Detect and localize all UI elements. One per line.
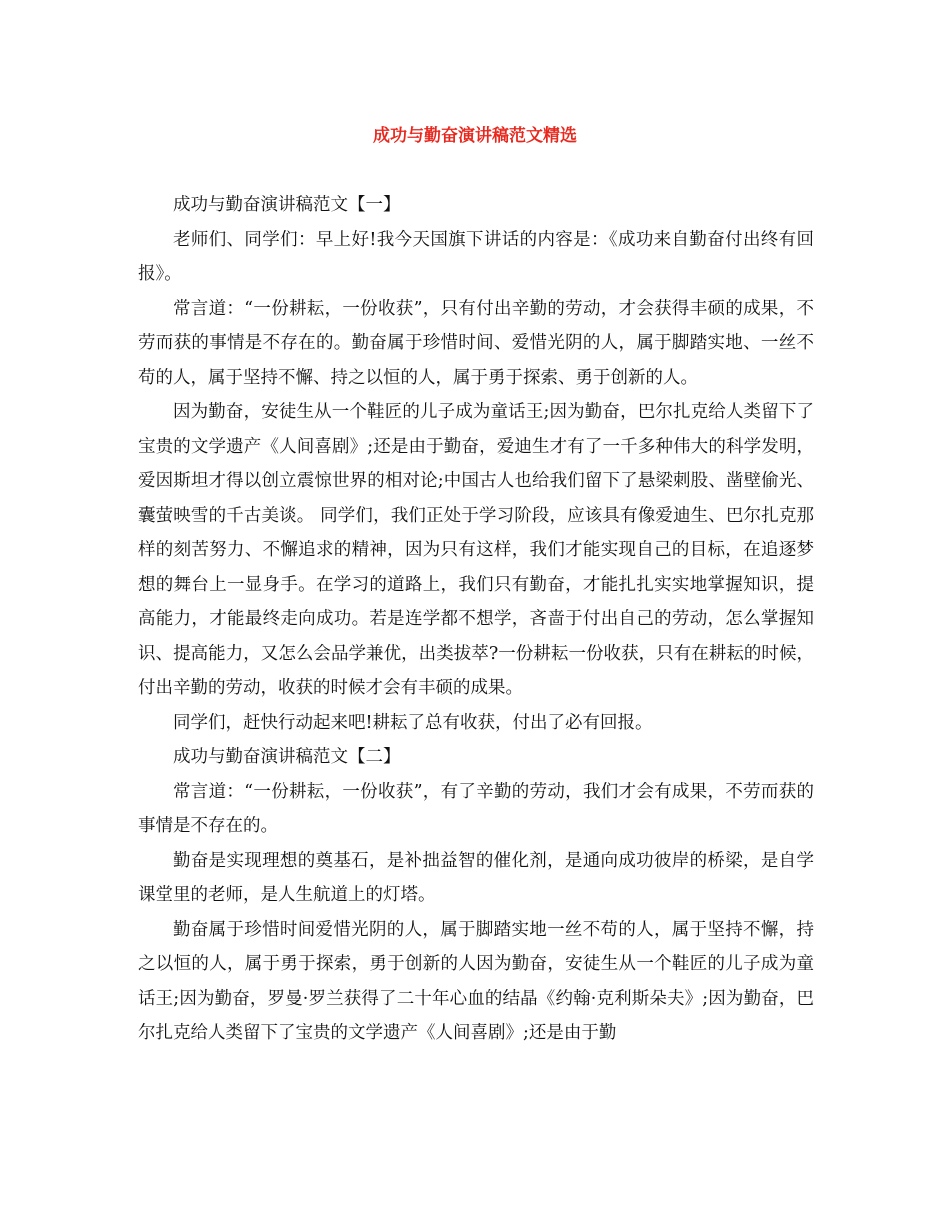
paragraph: 成功与勤奋演讲稿范文【二】 xyxy=(173,747,401,767)
document-title: 成功与勤奋演讲稿范文精选 xyxy=(373,126,577,146)
paragraph: 因为勤奋，安徒生从一个鞋匠的儿子成为童话王;因为勤奋，巴尔扎克给人类留下了宝贵的文学遗产《人间喜剧》;还是由于勤奋，爱迪生才有了一千多种伟大的科学发明，爱因斯坦才得以创立震惊世界的相对论;中国古人也给我们留下了悬梁刺股、凿壁偷光、囊萤映雪的千古美谈。 同学们，我们正处于学习阶段，应该具有像爱迪生、巴尔扎克那样的刻苦努力、不懈追求的精神，因为只有这样，我们才能实现自己的目标，在追逐梦想的舞台上一显身手。在学习的道路上，我们只有勤奋，才能扎扎实实地掌握知识，提高能力，才能最终走向成功。若是连学都不想学，吝啬于付出自己的劳动，怎么掌握知识、提高能力，又怎么会品学兼优，出类拔萃?一份耕耘一份收获，只有在耕耘的时候，付出辛勤的劳动，收获的时候才会有丰硕的成果。 xyxy=(138,402,814,698)
paragraph: 常言道：“一份耕耘，一份收获”，只有付出辛勤的劳动，才会获得丰硕的成果，不劳而获的事情是不存在的。勤奋属于珍惜时间、爱惜光阴的人，属于脚踏实地、一丝不苟的人，属于坚持不懈、持之以恒的人，属于勇于探索、勇于创新的人。 xyxy=(138,298,814,388)
paragraph: 老师们、同学们：早上好!我今天国旗下讲话的内容是：《成功来自勤奋付出终有回报》。 xyxy=(138,229,814,284)
paragraph: 勤奋属于珍惜时间爱惜光阴的人，属于脚踏实地一丝不苟的人，属于坚持不懈，持之以恒的人，属于勇于探索，勇于创新的人因为勤奋，安徒生从一个鞋匠的儿子成为童话王;因为勤奋，罗曼·罗兰获得了二十年心血的结晶《约翰·克利斯朵夫》;因为勤奋，巴尔扎克给人类留下了宝贵的文学遗产《人间喜剧》;还是由于勤 xyxy=(138,919,814,1043)
paragraph: 勤奋是实现理想的奠基石，是补拙益智的催化剂，是通向成功彼岸的桥梁，是自学课堂里的老师，是人生航道上的灯塔。 xyxy=(138,850,814,905)
paragraph: 同学们，赶快行动起来吧!耕耘了总有收获，付出了必有回报。 xyxy=(173,712,653,733)
paragraph: 成功与勤奋演讲稿范文【一】 xyxy=(173,195,401,215)
document-body xyxy=(138,188,814,1051)
paragraph: 常言道：“一份耕耘，一份收获”，有了辛勤的劳动，我们才会有成果，不劳而获的事情是不存在的。 xyxy=(138,781,814,836)
